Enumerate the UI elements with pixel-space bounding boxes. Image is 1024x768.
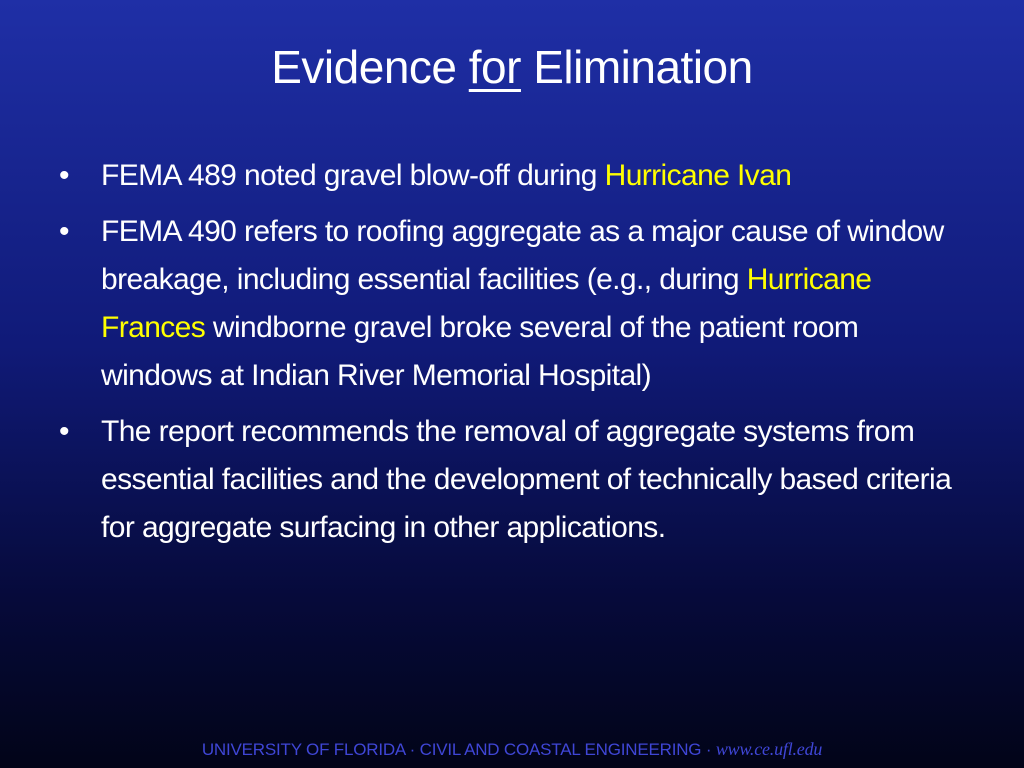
title-underlined-word: for (468, 41, 521, 93)
bullet-2-text-b: windborne gravel broke several of the patient room windows at Indian River Memorial Hospital) (101, 311, 859, 392)
bullet-3-text: The report recommends the removal of aggregate systems from essential facilities and the development of technically based criteria for aggregate surfacing in other applications. (101, 415, 952, 544)
footer-url: www.ce.ufl.edu (715, 739, 823, 759)
bullet-dot-icon: • (59, 415, 69, 448)
footer-separator: · (701, 740, 716, 759)
bullet-dot-icon: • (59, 159, 69, 192)
bullet-list (55, 152, 975, 560)
bullet-2-highlight: Hurricane Frances (101, 263, 872, 344)
bullet-1-text: FEMA 489 noted gravel blow-off during (101, 159, 605, 192)
slide-footer (0, 738, 1024, 761)
bullet-dot-icon: • (59, 215, 69, 248)
title-part-2: Elimination (520, 41, 753, 93)
bullet-2-text-a: FEMA 490 refers to roofing aggregate as a major cause of window breakage, including essential facilities (e.g., during (101, 215, 944, 296)
bullet-item-1 (55, 152, 975, 200)
bullet-item-3 (55, 408, 975, 552)
title-part-1: Evidence (271, 41, 469, 93)
slide-title (0, 38, 1024, 96)
bullet-1-highlight: Hurricane Ivan (604, 159, 792, 192)
bullet-item-2 (55, 208, 975, 400)
footer-org: UNIVERSITY OF FLORIDA · CIVIL AND COASTAL ENGINEERING (201, 740, 702, 759)
